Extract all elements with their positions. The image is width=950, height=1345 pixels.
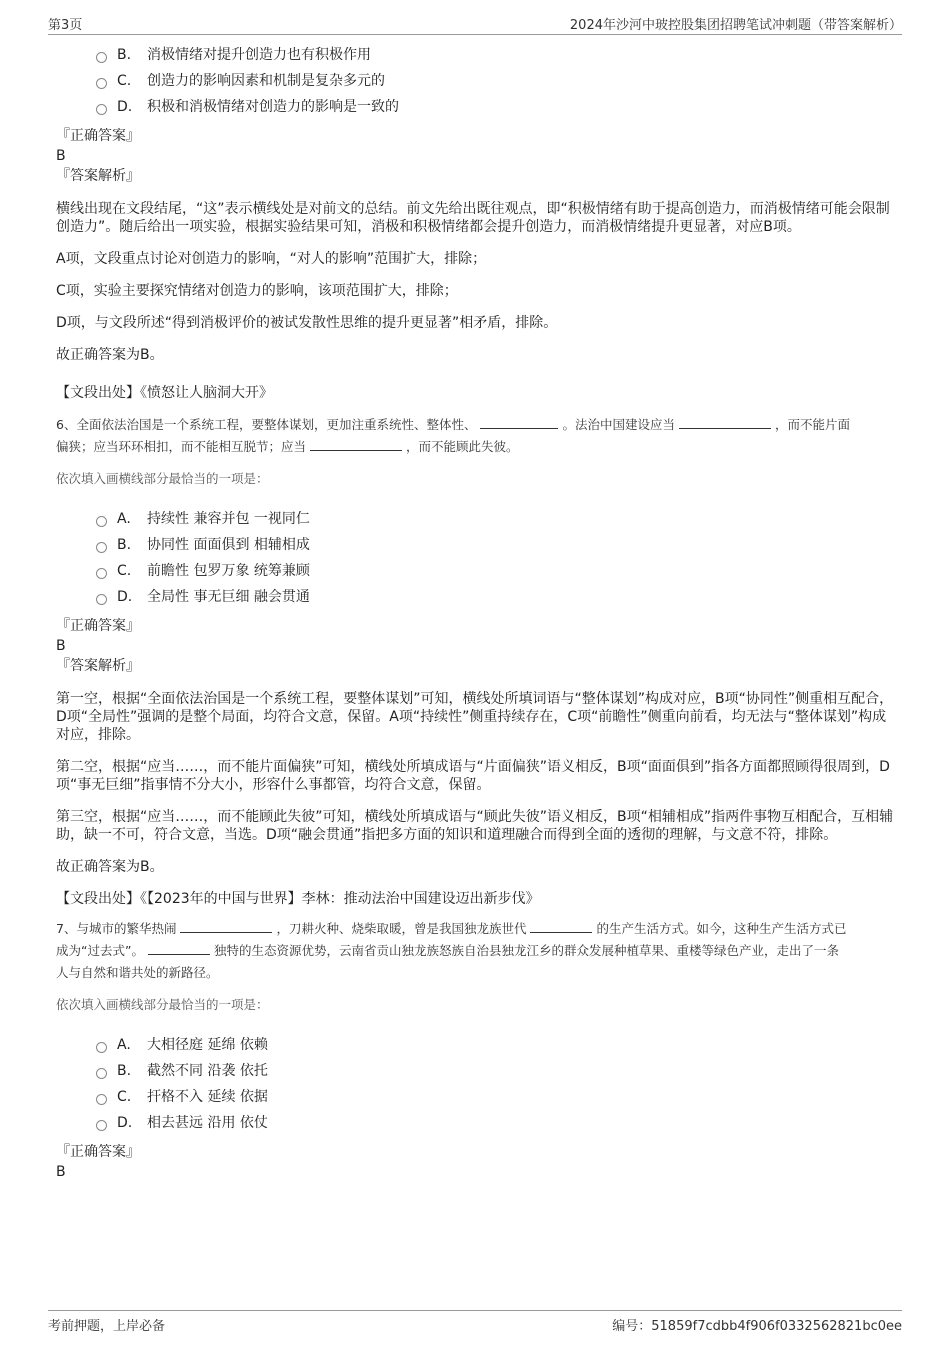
q6-options [56,506,894,610]
analysis-paragraph: 横线出现在文段结尾，“这”表示横线处是对前文的总结。前文先给出既往观点，即“积极情绪有助于提高创造力，而消极情绪可能会限制创造力”。随后给出一项实验，根据实验结果可知，消极和积极情绪都会提升创造力，而消极情绪提升更显著，对应B项。 [56,201,890,235]
blank [679,414,771,429]
analysis-paragraph: 故正确答案为B。 [56,859,164,875]
blank [180,918,272,933]
source-citation: 【文段出处】《愤怒让人脑洞大开》 [56,385,273,401]
answer-value: B [56,148,66,164]
option-c[interactable]: C. 前瞻性 包罗万象 统筹兼顾 [96,558,894,584]
radio-icon[interactable] [96,568,107,579]
option-b[interactable]: B. 消极情绪对提升创造力也有积极作用 [96,42,894,68]
footer-slogan: 考前押题，上岸必备 [48,1319,166,1334]
radio-icon[interactable] [96,104,107,115]
radio-icon[interactable] [96,1120,107,1131]
analysis-label: 『答案解析』 [56,168,140,184]
document-id: 编号：51859f7cdbb4f906f0332562821bc0ee [612,1319,902,1334]
option-a[interactable]: A. 大相径庭 延绵 依赖 [96,1032,894,1058]
main-content [56,38,894,1182]
option-b[interactable]: B. 截然不同 沿袭 依托 [96,1058,894,1084]
radio-icon[interactable] [96,594,107,605]
option-d[interactable]: D. 积极和消极情绪对创造力的影响是一致的 [96,94,894,120]
page-number: 第3页 [48,18,83,33]
radio-icon[interactable] [96,1094,107,1105]
document-title: 2024年沙河中玻控股集团招聘笔试冲刺题（带答案解析） [569,18,902,33]
radio-icon[interactable] [96,1068,107,1079]
analysis-paragraph: 第一空，根据“全面依法治国是一个系统工程，要整体谋划”可知，横线处所填词语与“整体谋划”构成对应，B项“协同性”侧重相互配合，D项“全局性”强调的是整个局面，均符合文意，保留。A项“持续性”侧重持续存在，C项“前瞻性”侧重向前看，均无法与“整体谋划”构成对应，排除。 [56,691,894,743]
blank [480,414,558,429]
question-stem: 6、全面依法治国是一个系统工程，要整体谋划，更加注重系统性、整体性、 。法治中国建设应当 ，而不能片面 偏狭；应当环环相扣，而不能相互脱节；应当 ，而不能顾此失彼。 [56,414,894,458]
analysis-label: 『答案解析』 [56,658,140,674]
blank [530,918,592,933]
page-footer [48,1310,902,1333]
question-prompt: 依次填入画横线部分最恰当的一项是： [56,997,269,1012]
option-b[interactable]: B. 协同性 面面俱到 相辅相成 [96,532,894,558]
option-c[interactable]: C. 扞格不入 延续 依据 [96,1084,894,1110]
blank [148,940,210,955]
analysis-paragraph: 故正确答案为B。 [56,347,164,363]
option-d[interactable]: D. 相去甚远 沿用 依仗 [96,1110,894,1136]
answer-label: 『正确答案』 [56,128,140,144]
answer-label: 『正确答案』 [56,618,140,634]
radio-icon[interactable] [96,516,107,527]
analysis-paragraph: 第二空，根据“应当……，而不能片面偏狭”可知，横线处所填成语与“片面偏狭”语义相反，B项“面面俱到”指各方面都照顾得很周到，D项“事无巨细”指事情不分大小，形容什么事都管，均符合文意，保留。 [56,759,890,793]
radio-icon[interactable] [96,542,107,553]
analysis-paragraph: D项，与文段所述“得到消极评价的被试发散性思维的提升更显著”相矛盾，排除。 [56,315,558,331]
source-citation: 【文段出处】《【2023年的中国与世界】李林：推动法治中国建设迈出新步伐》 [56,891,540,907]
analysis-paragraph: A项，文段重点讨论对创造力的影响，“对人的影响”范围扩大，排除； [56,251,487,267]
blank [310,436,402,451]
radio-icon[interactable] [96,52,107,63]
radio-icon[interactable] [96,78,107,89]
option-a[interactable]: A. 持续性 兼容并包 一视同仁 [96,506,894,532]
q5-options [56,42,894,120]
option-d[interactable]: D. 全局性 事无巨细 融会贯通 [96,584,894,610]
question-stem: 7、与城市的繁华热闹 ，刀耕火种、烧柴取暖，曾是我国独龙族世代 的生产生活方式。如今，这种生产生活方式已 成为“过去式”。 独特的生态资源优势，云南省贡山独龙族怒族自治县独龙江乡的群众发展种植草果、重楼等绿色产业，走出了一条 人与自然和谐共处的新路径。 [56,918,894,984]
question-prompt: 依次填入画横线部分最恰当的一项是： [56,471,269,486]
analysis-paragraph: 第三空，根据“应当……，而不能顾此失彼”可知，横线处所填成语与“顾此失彼”语义相反，B项“相辅相成”指两件事物互相配合，互相辅助，缺一不可，符合文意，当选。D项“融会贯通”指把多方面的知识和道理融合而得到全面的透彻的理解，与文意不符，排除。 [56,809,894,843]
analysis-paragraph: C项，实验主要探究情绪对创造力的影响，该项范围扩大，排除； [56,283,458,299]
answer-label: 『正确答案』 [56,1144,140,1160]
option-c[interactable]: C. 创造力的影响因素和机制是复杂多元的 [96,68,894,94]
q7-options [56,1032,894,1136]
page-header [48,12,902,35]
answer-value: B [56,638,66,654]
answer-value: B [56,1164,66,1180]
radio-icon[interactable] [96,1042,107,1053]
